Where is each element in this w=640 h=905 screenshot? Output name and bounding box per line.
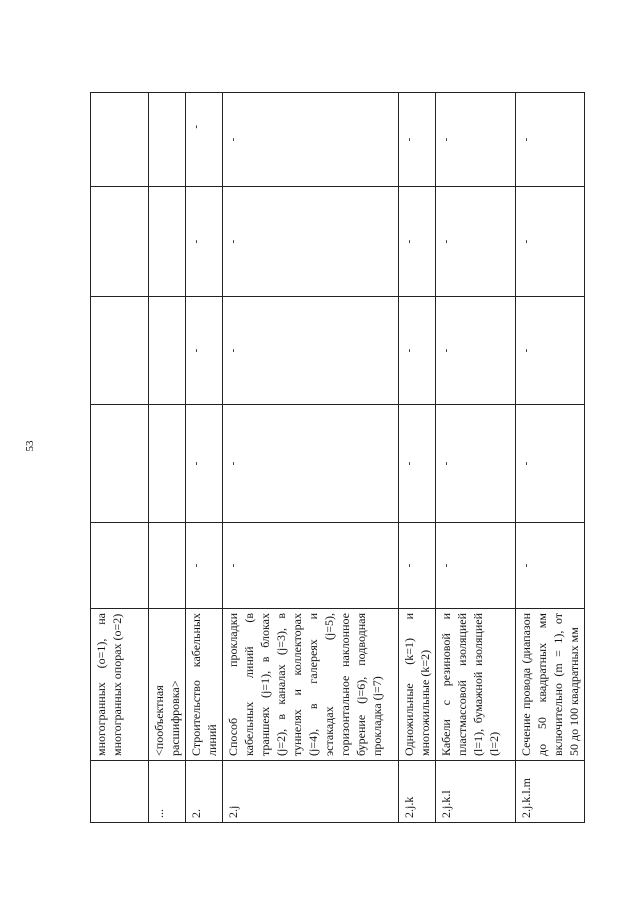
row-code: 2. — [186, 761, 223, 823]
table-row — [149, 93, 186, 823]
cell: - — [223, 187, 399, 297]
row-description: <пообъектная расшифровка> — [149, 609, 186, 761]
cell — [149, 187, 186, 297]
table-row — [186, 93, 223, 823]
cell: - — [186, 93, 223, 187]
row-description: Кабели с резиновой и пластмассовой изоляцией (l=1), бумажной изоляцией (l=2) — [436, 609, 516, 761]
row-code: ... — [149, 761, 186, 823]
row-description: Способ прокладки кабельных линий (в траншеях (j=1), в блоках (j=2), в каналах (j=3), в туннелях и коллекторах (j=4), в галереях и эстакадах (j=5), горизонтальное наклонное бурение (j=6), подводная прокладка (j=7) — [223, 609, 399, 761]
cell — [91, 405, 149, 523]
cell: - — [186, 187, 223, 297]
row-description: Сечение провода (диапазон до 50 квадратных мм включительно (m = 1), от 50 до 100 квадратных мм — [516, 609, 585, 761]
cell: - — [516, 523, 585, 609]
cell: - — [516, 405, 585, 523]
cell: - — [516, 187, 585, 297]
cell: - — [436, 187, 516, 297]
cell: - — [399, 93, 436, 187]
cell: - — [436, 405, 516, 523]
cell: - — [399, 523, 436, 609]
table-row — [436, 93, 516, 823]
table-row — [91, 93, 149, 823]
cell: - — [399, 405, 436, 523]
cell: - — [223, 297, 399, 405]
row-code: 2.j.k.l — [436, 761, 516, 823]
cell: - — [436, 523, 516, 609]
row-description: Одножильные (k=1) и многожильные (k=2) — [399, 609, 436, 761]
cost-table — [90, 92, 585, 823]
rotated-table-container — [90, 93, 581, 823]
cell: - — [186, 297, 223, 405]
table-row — [516, 93, 585, 823]
cell: - — [436, 297, 516, 405]
cell: - — [223, 93, 399, 187]
page-number: 53 — [24, 440, 36, 452]
cell: - — [516, 297, 585, 405]
row-description: многогранных (o=1), на многогранных опорах (o=2) — [91, 609, 149, 761]
table-row — [223, 93, 399, 823]
cell — [91, 187, 149, 297]
cell: - — [223, 405, 399, 523]
row-code: 2.j.k — [399, 761, 436, 823]
row-code: 2.j.k.l.m — [516, 761, 585, 823]
cell — [149, 93, 186, 187]
row-description: Строительство кабельных линий — [186, 609, 223, 761]
cell: - — [436, 93, 516, 187]
row-code: 2.j — [223, 761, 399, 823]
cell: - — [399, 187, 436, 297]
row-code — [91, 761, 149, 823]
cell — [91, 523, 149, 609]
cell: - — [223, 523, 399, 609]
cell — [149, 523, 186, 609]
cell — [149, 405, 186, 523]
cell: - — [516, 93, 585, 187]
table-row — [399, 93, 436, 823]
cell: - — [186, 523, 223, 609]
cell: - — [186, 405, 223, 523]
cell — [91, 93, 149, 187]
cell — [91, 297, 149, 405]
cell — [149, 297, 186, 405]
cell: - — [399, 297, 436, 405]
